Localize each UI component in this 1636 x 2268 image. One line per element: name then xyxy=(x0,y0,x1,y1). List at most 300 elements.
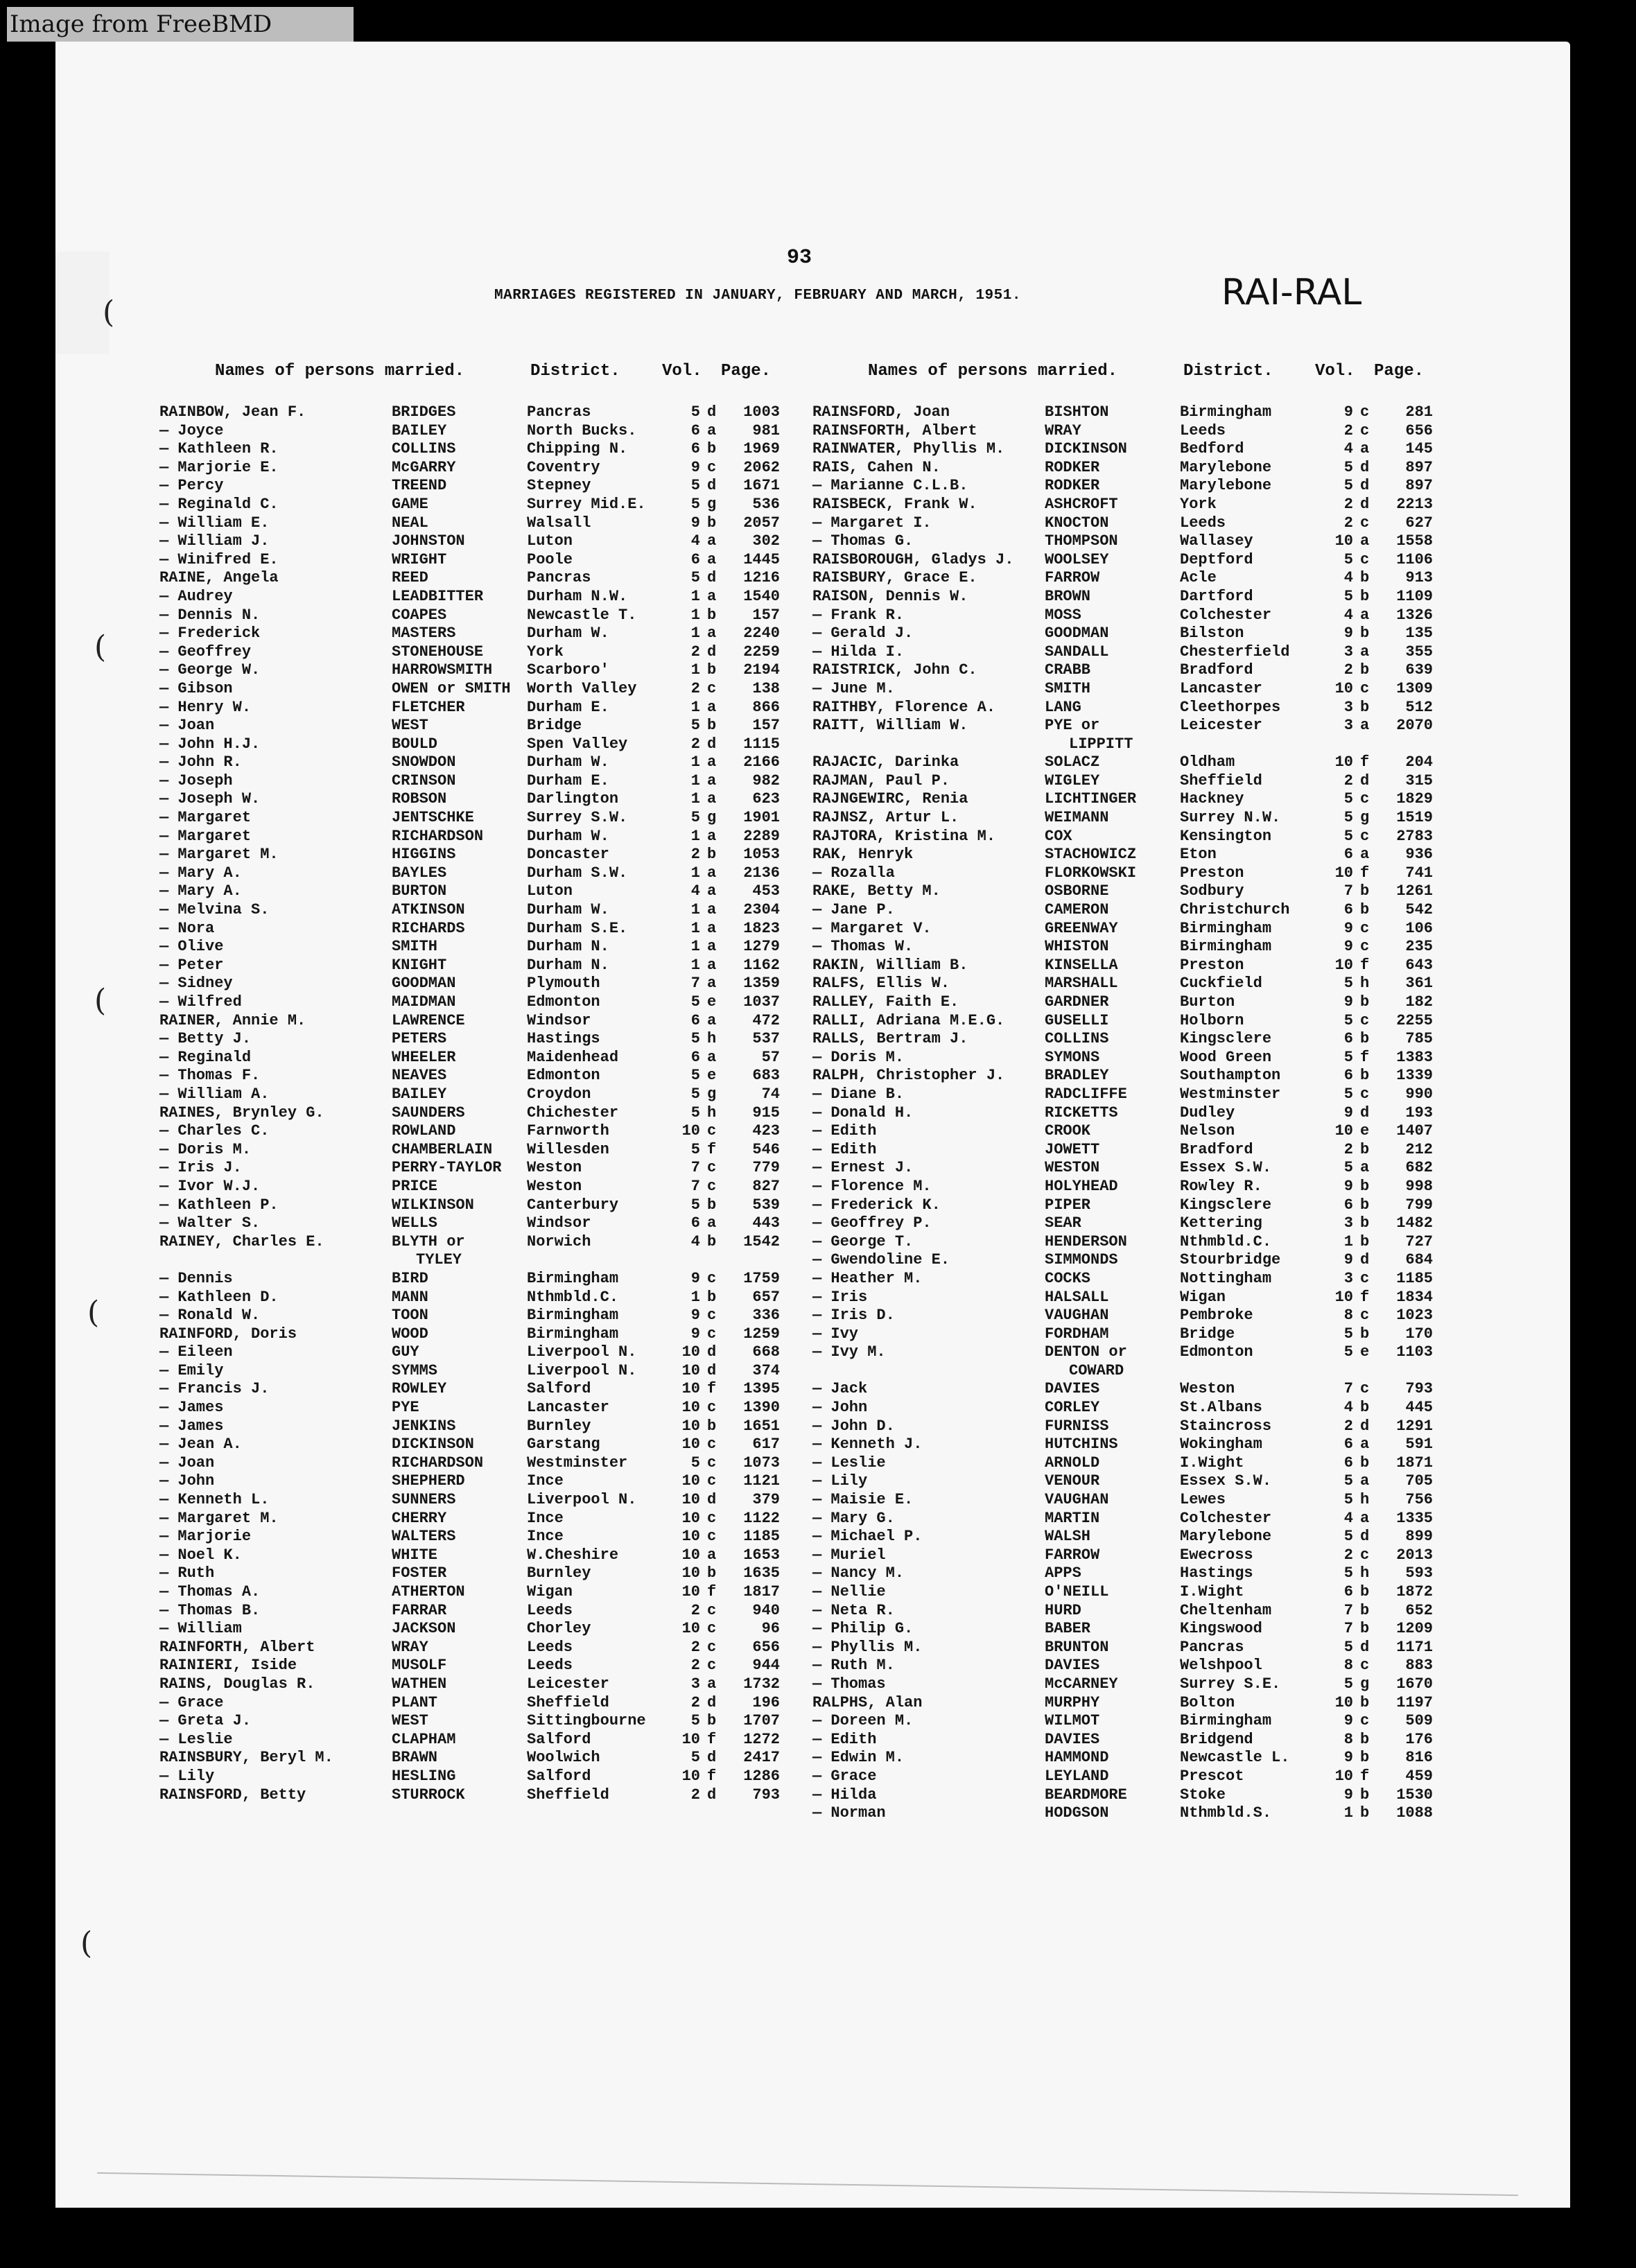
entry-volume: 6 xyxy=(1343,1583,1353,1600)
entry-volume-part: d xyxy=(707,735,717,753)
entry-district: Luton xyxy=(527,882,573,900)
entry-district: Nthmbld.S. xyxy=(1180,1804,1272,1822)
entry-name: — Percy xyxy=(159,477,224,495)
entry-name: — John H.J. xyxy=(159,735,261,753)
entry-spouse-surname: FORDHAM xyxy=(1045,1325,1109,1343)
entry-page: 1109 xyxy=(1396,587,1433,605)
entry-spouse-surname: COLLINS xyxy=(392,440,456,458)
entry-volume-part: c xyxy=(1360,790,1370,808)
entry-district: W.Cheshire xyxy=(527,1546,619,1564)
entry-volume: 9 xyxy=(1343,1786,1353,1804)
entry-name: — Joyce xyxy=(159,421,224,439)
entry-district: Essex S.W. xyxy=(1180,1472,1272,1490)
entry-volume-part: b xyxy=(707,1288,717,1306)
entry-volume-part: c xyxy=(707,1638,717,1656)
entry-district: Maidenhead xyxy=(527,1048,619,1066)
entry-district: Plymouth xyxy=(527,975,600,993)
entry-name: — Henry W. xyxy=(159,698,252,716)
entry-spouse-surname: PYE xyxy=(392,1399,419,1417)
header-names: Names of persons married. xyxy=(868,362,1118,381)
entry-spouse-surname: SYMMS xyxy=(392,1361,438,1379)
entry-volume: 5 xyxy=(1343,1343,1353,1361)
entry-volume-part: a xyxy=(1360,606,1370,624)
entry-district: Surrey Mid.E. xyxy=(527,495,646,513)
entry-name: — Hilda I. xyxy=(812,643,905,661)
entry-volume: 5 xyxy=(1343,458,1353,476)
entry-name: — George W. xyxy=(159,661,261,679)
entry-page: 1286 xyxy=(743,1767,780,1785)
entry-page: 779 xyxy=(752,1159,780,1177)
entry-volume: 1 xyxy=(690,661,700,679)
entry-name: — Florence M. xyxy=(812,1177,932,1195)
entry-volume-part: b xyxy=(1360,1601,1370,1619)
entry-name: RAINFORTH, Albert xyxy=(159,1638,315,1656)
entry-district: Sodbury xyxy=(1180,882,1244,900)
entry-name: RAINSFORD, Joan xyxy=(812,403,950,421)
entry-page: 1106 xyxy=(1396,550,1433,568)
entry-spouse-surname: REED xyxy=(392,569,428,587)
entry-page: 1053 xyxy=(743,846,780,864)
entry-name: — Edith xyxy=(812,1122,877,1140)
entry-district: Sheffield xyxy=(527,1786,609,1804)
entry-volume-part: f xyxy=(1360,1048,1370,1066)
entry-volume-part: b xyxy=(1360,1583,1370,1600)
punch-hole-mark: ( xyxy=(94,629,107,665)
entry-volume: 2 xyxy=(690,1657,700,1675)
entry-spouse-surname: GOODMAN xyxy=(392,975,456,993)
entry-page: 1073 xyxy=(743,1454,780,1472)
entry-volume: 10 xyxy=(681,1472,700,1490)
punch-hole-mark: ( xyxy=(80,1926,93,1961)
entry-volume-part: d xyxy=(707,1693,717,1711)
entry-district: Farnworth xyxy=(527,1122,609,1140)
entry-district: Cheltenham xyxy=(1180,1601,1272,1619)
entry-volume: 9 xyxy=(1343,625,1353,643)
entry-spouse-surname: RICHARDS xyxy=(392,919,465,937)
entry-spouse-surname: FARRAR xyxy=(392,1601,447,1619)
entry-spouse-surname: STURROCK xyxy=(392,1786,465,1804)
entry-district: Surrey N.W. xyxy=(1180,809,1281,827)
entry-spouse-surname: RODKER xyxy=(1045,477,1100,495)
entry-page: 336 xyxy=(752,1307,780,1325)
entry-volume-part: a xyxy=(707,587,717,605)
entry-volume-part: f xyxy=(707,1380,717,1398)
entry-volume-part: c xyxy=(707,1325,717,1343)
entry-page: 212 xyxy=(1405,1140,1433,1158)
entry-page: 936 xyxy=(1405,846,1433,864)
entry-spouse-surname: BAILEY xyxy=(392,421,447,439)
entry-page: 355 xyxy=(1405,643,1433,661)
entry-district: Durham W. xyxy=(527,827,609,845)
entry-page: 785 xyxy=(1405,1030,1433,1048)
entry-page: 509 xyxy=(1405,1712,1433,1730)
entry-district: Oldham xyxy=(1180,753,1235,771)
entry-volume-part: b xyxy=(707,606,717,624)
entry-volume-part: c xyxy=(1360,1307,1370,1325)
entry-spouse-surname: GREENWAY xyxy=(1045,919,1118,937)
entry-page: 883 xyxy=(1405,1657,1433,1675)
entry-page: 1003 xyxy=(743,403,780,421)
entry-volume-part: c xyxy=(707,1177,717,1195)
entry-volume-part: b xyxy=(1360,569,1370,587)
entry-page: 1407 xyxy=(1396,1122,1433,1140)
entry-district: St.Albans xyxy=(1180,1399,1262,1417)
entry-volume: 10 xyxy=(681,1361,700,1379)
entry-district: Liverpool N. xyxy=(527,1361,637,1379)
entry-volume: 2 xyxy=(690,679,700,697)
entry-volume: 5 xyxy=(1343,1472,1353,1490)
entry-name: RAINS, Douglas R. xyxy=(159,1675,315,1693)
entry-district: Bolton xyxy=(1180,1693,1235,1711)
entry-spouse-surname: SANDALL xyxy=(1045,643,1109,661)
entry-spouse-surname: WILMOT xyxy=(1045,1712,1100,1730)
entry-page: 756 xyxy=(1405,1491,1433,1509)
entry-spouse-surname: GOODMAN xyxy=(1045,625,1109,643)
entry-volume: 4 xyxy=(1343,606,1353,624)
entry-spouse-surname: HAMMOND xyxy=(1045,1749,1109,1767)
index-range-label: RAI-RAL xyxy=(1221,272,1362,313)
entry-name: — Thomas W. xyxy=(812,938,914,956)
entry-name: — Melvina S. xyxy=(159,901,270,919)
entry-volume-part: b xyxy=(1360,1730,1370,1748)
entry-spouse-surname: JENKINS xyxy=(392,1417,456,1435)
entry-spouse-surname: WATHEN xyxy=(392,1675,447,1693)
entry-volume-part: b xyxy=(707,1417,717,1435)
entry-page: 315 xyxy=(1405,771,1433,790)
header-district: District. xyxy=(530,362,620,381)
entry-district: Marylebone xyxy=(1180,1528,1272,1546)
entry-spouse-surname: BRUNTON xyxy=(1045,1638,1109,1656)
entry-volume: 10 xyxy=(1334,956,1353,974)
entry-name: — Charles C. xyxy=(159,1122,270,1140)
entry-district: Durham W. xyxy=(527,901,609,919)
entry-page: 1216 xyxy=(743,569,780,587)
entry-volume: 1 xyxy=(690,771,700,790)
entry-name: — Betty J. xyxy=(159,1030,252,1048)
entry-district: Bedford xyxy=(1180,440,1244,458)
entry-volume-part: d xyxy=(707,1361,717,1379)
entry-spouse-surname: ROWLEY xyxy=(392,1380,447,1398)
entry-volume-part: g xyxy=(1360,1675,1370,1693)
entry-page: 1122 xyxy=(743,1509,780,1527)
entry-district: Birmingham xyxy=(1180,403,1272,421)
entry-page: 96 xyxy=(761,1620,780,1638)
entry-volume: 1 xyxy=(690,864,700,882)
entry-district: Durham S.W. xyxy=(527,864,628,882)
entry-spouse-surname: CLAPHAM xyxy=(392,1730,456,1748)
entry-volume-part: c xyxy=(1360,1269,1370,1287)
entry-volume-part: f xyxy=(707,1767,717,1785)
entry-name: — Michael P. xyxy=(812,1528,923,1546)
entry-spouse-surname: CHERRY xyxy=(392,1509,447,1527)
entry-volume-part: a xyxy=(707,771,717,790)
entry-page: 617 xyxy=(752,1436,780,1454)
entry-page: 1261 xyxy=(1396,882,1433,900)
entry-spouse-surname: HUTCHINS xyxy=(1045,1436,1118,1454)
entry-district: Lewes xyxy=(1180,1491,1226,1509)
entry-spouse-surname: VAUGHAN xyxy=(1045,1307,1109,1325)
entry-volume-part: c xyxy=(707,1601,717,1619)
header-page: Page. xyxy=(721,362,772,381)
entry-volume-part: a xyxy=(707,790,717,808)
entry-page: 652 xyxy=(1405,1601,1433,1619)
entry-name: RAITT, William W. xyxy=(812,717,968,735)
entry-volume-part: d xyxy=(1360,1251,1370,1269)
entry-spouse-surname: WALSH xyxy=(1045,1528,1091,1546)
entry-volume: 5 xyxy=(1343,827,1353,845)
entry-name: — Nora xyxy=(159,919,215,937)
entry-page: 1395 xyxy=(743,1380,780,1398)
entry-volume-part: c xyxy=(707,1657,717,1675)
entry-volume-part: f xyxy=(1360,864,1370,882)
entry-volume-part: a xyxy=(707,421,717,439)
entry-page: 1519 xyxy=(1396,809,1433,827)
entry-page: 1542 xyxy=(743,1232,780,1250)
entry-spouse-surname: NEAL xyxy=(392,514,428,532)
entry-volume: 5 xyxy=(1343,975,1353,993)
entry-name: RAINEY, Charles E. xyxy=(159,1232,324,1250)
entry-volume-part: b xyxy=(1360,1196,1370,1214)
entry-volume: 10 xyxy=(1334,1693,1353,1711)
entry-name: RAISON, Dennis W. xyxy=(812,587,968,605)
entry-name: RAINIERI, Iside xyxy=(159,1657,297,1675)
entry-volume-part: f xyxy=(707,1140,717,1158)
entry-spouse-surname: CROOK xyxy=(1045,1122,1091,1140)
entry-volume: 9 xyxy=(690,1269,700,1287)
entry-district: Durham E. xyxy=(527,698,609,716)
entry-name: RAKE, Betty M. xyxy=(812,882,941,900)
entry-spouse-surname: RADCLIFFE xyxy=(1045,1085,1127,1103)
entry-district: Willesden xyxy=(527,1140,609,1158)
entry-district: Liverpool N. xyxy=(527,1343,637,1361)
entry-volume-part: b xyxy=(707,661,717,679)
entry-volume: 5 xyxy=(690,1067,700,1085)
entry-name: RAJMAN, Paul P. xyxy=(812,771,950,790)
entry-page: 940 xyxy=(752,1601,780,1619)
entry-page: 235 xyxy=(1405,938,1433,956)
entry-name: — Marjorie E. xyxy=(159,458,279,476)
entry-volume: 6 xyxy=(1343,901,1353,919)
entry-volume-part: c xyxy=(1360,1657,1370,1675)
entry-volume: 10 xyxy=(681,1417,700,1435)
entry-volume: 9 xyxy=(1343,1251,1353,1269)
entry-name: — Thomas B. xyxy=(159,1601,261,1619)
entry-district: Sittingbourne xyxy=(527,1712,646,1730)
entry-name: — Joseph W. xyxy=(159,790,261,808)
entry-page: 74 xyxy=(761,1085,780,1103)
entry-name: — Ronald W. xyxy=(159,1307,261,1325)
entry-spouse-surname: MARSHALL xyxy=(1045,975,1118,993)
entry-name: — Margaret xyxy=(159,809,252,827)
entry-spouse-surname: FOSTER xyxy=(392,1564,447,1582)
entry-page: 1759 xyxy=(743,1269,780,1287)
entry-page: 1383 xyxy=(1396,1048,1433,1066)
entry-volume: 10 xyxy=(681,1730,700,1748)
entry-volume-part: b xyxy=(707,1712,717,1730)
entry-volume-part: c xyxy=(1360,1712,1370,1730)
entry-name: — Emily xyxy=(159,1361,224,1379)
entry-page: 683 xyxy=(752,1067,780,1085)
entry-name: — Edith xyxy=(812,1730,877,1748)
punch-hole-mark: ( xyxy=(87,1295,100,1330)
entry-volume: 9 xyxy=(690,1307,700,1325)
entry-name: — Frederick K. xyxy=(812,1196,941,1214)
entry-name: — James xyxy=(159,1417,224,1435)
entry-volume: 7 xyxy=(1343,1380,1353,1398)
entry-name: — Joseph xyxy=(159,771,233,790)
entry-district: Kingswood xyxy=(1180,1620,1262,1638)
entry-volume-part: c xyxy=(1360,1380,1370,1398)
entry-district: Colchester xyxy=(1180,606,1272,624)
entry-page: 2289 xyxy=(743,827,780,845)
entry-spouse-surname: DAVIES xyxy=(1045,1730,1100,1748)
entry-district: Kingsclere xyxy=(1180,1196,1272,1214)
entry-spouse-surname: O'NEILL xyxy=(1045,1583,1109,1600)
entry-spouse-surname: HODGSON xyxy=(1045,1804,1109,1822)
entry-district: Doncaster xyxy=(527,846,609,864)
entry-name: — Reginald C. xyxy=(159,495,279,513)
entry-page: 684 xyxy=(1405,1251,1433,1269)
entry-district: Wood Green xyxy=(1180,1048,1272,1066)
entry-volume: 5 xyxy=(690,477,700,495)
entry-volume-part: a xyxy=(707,938,717,956)
entry-page: 1279 xyxy=(743,938,780,956)
entry-district: Weston xyxy=(1180,1380,1235,1398)
entry-volume-part: a xyxy=(707,1546,717,1564)
entry-volume: 5 xyxy=(690,1030,700,1048)
entry-district: Prescot xyxy=(1180,1767,1244,1785)
entry-spouse-surname: WESTON xyxy=(1045,1159,1100,1177)
entry-volume: 9 xyxy=(1343,1177,1353,1195)
entry-volume: 5 xyxy=(1343,790,1353,808)
entry-name: RAKIN, William B. xyxy=(812,956,968,974)
entry-district: Chesterfield xyxy=(1180,643,1290,661)
entry-district: Leeds xyxy=(1180,421,1226,439)
entry-volume: 5 xyxy=(1343,1325,1353,1343)
entry-spouse-surname: MOSS xyxy=(1045,606,1081,624)
entry-name: — Leslie xyxy=(159,1730,233,1748)
entry-page: 170 xyxy=(1405,1325,1433,1343)
entry-volume-part: b xyxy=(1360,882,1370,900)
entry-name: — Iris D. xyxy=(812,1307,895,1325)
entry-volume-part: c xyxy=(707,1620,717,1638)
entry-name: — Margaret M. xyxy=(159,846,279,864)
entry-spouse-surname: SYMONS xyxy=(1045,1048,1100,1066)
entry-spouse-surname: HARROWSMITH xyxy=(392,661,493,679)
entry-spouse-surname: BAYLES xyxy=(392,864,447,882)
entry-volume: 10 xyxy=(1334,753,1353,771)
entry-district: Durham N. xyxy=(527,938,609,956)
entry-district: Birmingham xyxy=(527,1307,619,1325)
entry-page: 1901 xyxy=(743,809,780,827)
entry-district: North Bucks. xyxy=(527,421,637,439)
entry-page: 379 xyxy=(752,1491,780,1509)
entry-volume: 5 xyxy=(690,1454,700,1472)
entry-name: RALFS, Ellis W. xyxy=(812,975,950,993)
entry-spouse-surname: THOMPSON xyxy=(1045,532,1118,550)
entry-spouse-surname: PYE or xyxy=(1045,717,1100,735)
entry-name: — Marjorie xyxy=(159,1528,252,1546)
entry-district: Nthmbld.C. xyxy=(1180,1232,1272,1250)
entry-volume: 2 xyxy=(1343,1140,1353,1158)
entry-page: 1707 xyxy=(743,1712,780,1730)
entry-spouse-surname: WRAY xyxy=(1045,421,1081,439)
entry-volume-part: a xyxy=(707,532,717,550)
entry-volume-part: b xyxy=(1360,1232,1370,1250)
entry-volume: 3 xyxy=(1343,1269,1353,1287)
entry-page: 1540 xyxy=(743,587,780,605)
entry-volume: 10 xyxy=(681,1767,700,1785)
entry-volume: 6 xyxy=(1343,1196,1353,1214)
entry-name: — William E. xyxy=(159,514,270,532)
entry-volume: 1 xyxy=(690,919,700,937)
entry-volume-part: b xyxy=(1360,1399,1370,1417)
entry-volume: 4 xyxy=(1343,1509,1353,1527)
entry-page: 593 xyxy=(1405,1564,1433,1582)
entry-district: I.Wight xyxy=(1180,1454,1244,1472)
entry-district: Wigan xyxy=(1180,1288,1226,1306)
entry-page: 1162 xyxy=(743,956,780,974)
entry-district: Eton xyxy=(1180,846,1217,864)
entry-volume: 3 xyxy=(1343,698,1353,716)
entry-spouse-surname: COCKS xyxy=(1045,1269,1091,1287)
entry-page: 135 xyxy=(1405,625,1433,643)
entry-name: — Jane P. xyxy=(812,901,895,919)
entry-district: Deptford xyxy=(1180,550,1253,568)
entry-volume-part: a xyxy=(1360,846,1370,864)
entry-district: York xyxy=(1180,495,1217,513)
entry-volume-part: f xyxy=(707,1583,717,1600)
entry-spouse-surname: FARROW xyxy=(1045,1546,1100,1564)
entry-spouse-surname: CRABB xyxy=(1045,661,1091,679)
entry-name: — Eileen xyxy=(159,1343,233,1361)
entry-district: Salford xyxy=(527,1730,591,1748)
entry-volume: 10 xyxy=(1334,679,1353,697)
entry-spouse-surname: BAILEY xyxy=(392,1085,447,1103)
entry-volume-part: a xyxy=(707,625,717,643)
entry-district: Liverpool N. xyxy=(527,1491,637,1509)
entry-volume-part: d xyxy=(707,1343,717,1361)
entry-district: Surrey S.W. xyxy=(527,809,628,827)
entry-district: Ince xyxy=(527,1528,564,1546)
entry-name: — Neta R. xyxy=(812,1601,895,1619)
entry-page: 1309 xyxy=(1396,679,1433,697)
entry-name: RALLI, Adriana M.E.G. xyxy=(812,1011,1005,1029)
entry-volume-part: b xyxy=(1360,1804,1370,1822)
entry-district: Lancaster xyxy=(527,1399,609,1417)
entry-volume-part: d xyxy=(707,477,717,495)
entry-spouse-surname: STACHOWICZ xyxy=(1045,846,1137,864)
entry-district: Coventry xyxy=(527,458,600,476)
entry-spouse-surname: RODKER xyxy=(1045,458,1100,476)
entry-district: Sheffield xyxy=(527,1693,609,1711)
entry-page: 990 xyxy=(1405,1085,1433,1103)
header-names: Names of persons married. xyxy=(215,362,465,381)
entry-volume: 2 xyxy=(1343,514,1353,532)
entry-page: 157 xyxy=(752,606,780,624)
entry-district: Poole xyxy=(527,550,573,568)
entry-volume-part: d xyxy=(1360,1528,1370,1546)
entry-district: Bridge xyxy=(1180,1325,1235,1343)
entry-volume-part: c xyxy=(1360,1085,1370,1103)
entry-page: 793 xyxy=(752,1786,780,1804)
entry-page: 2013 xyxy=(1396,1546,1433,1564)
entry-name: — Rozalla xyxy=(812,864,895,882)
entry-district: Nelson xyxy=(1180,1122,1235,1140)
entry-district: Welshpool xyxy=(1180,1657,1262,1675)
entry-name: RALLS, Bertram J. xyxy=(812,1030,968,1048)
entry-district: Leicester xyxy=(1180,717,1262,735)
